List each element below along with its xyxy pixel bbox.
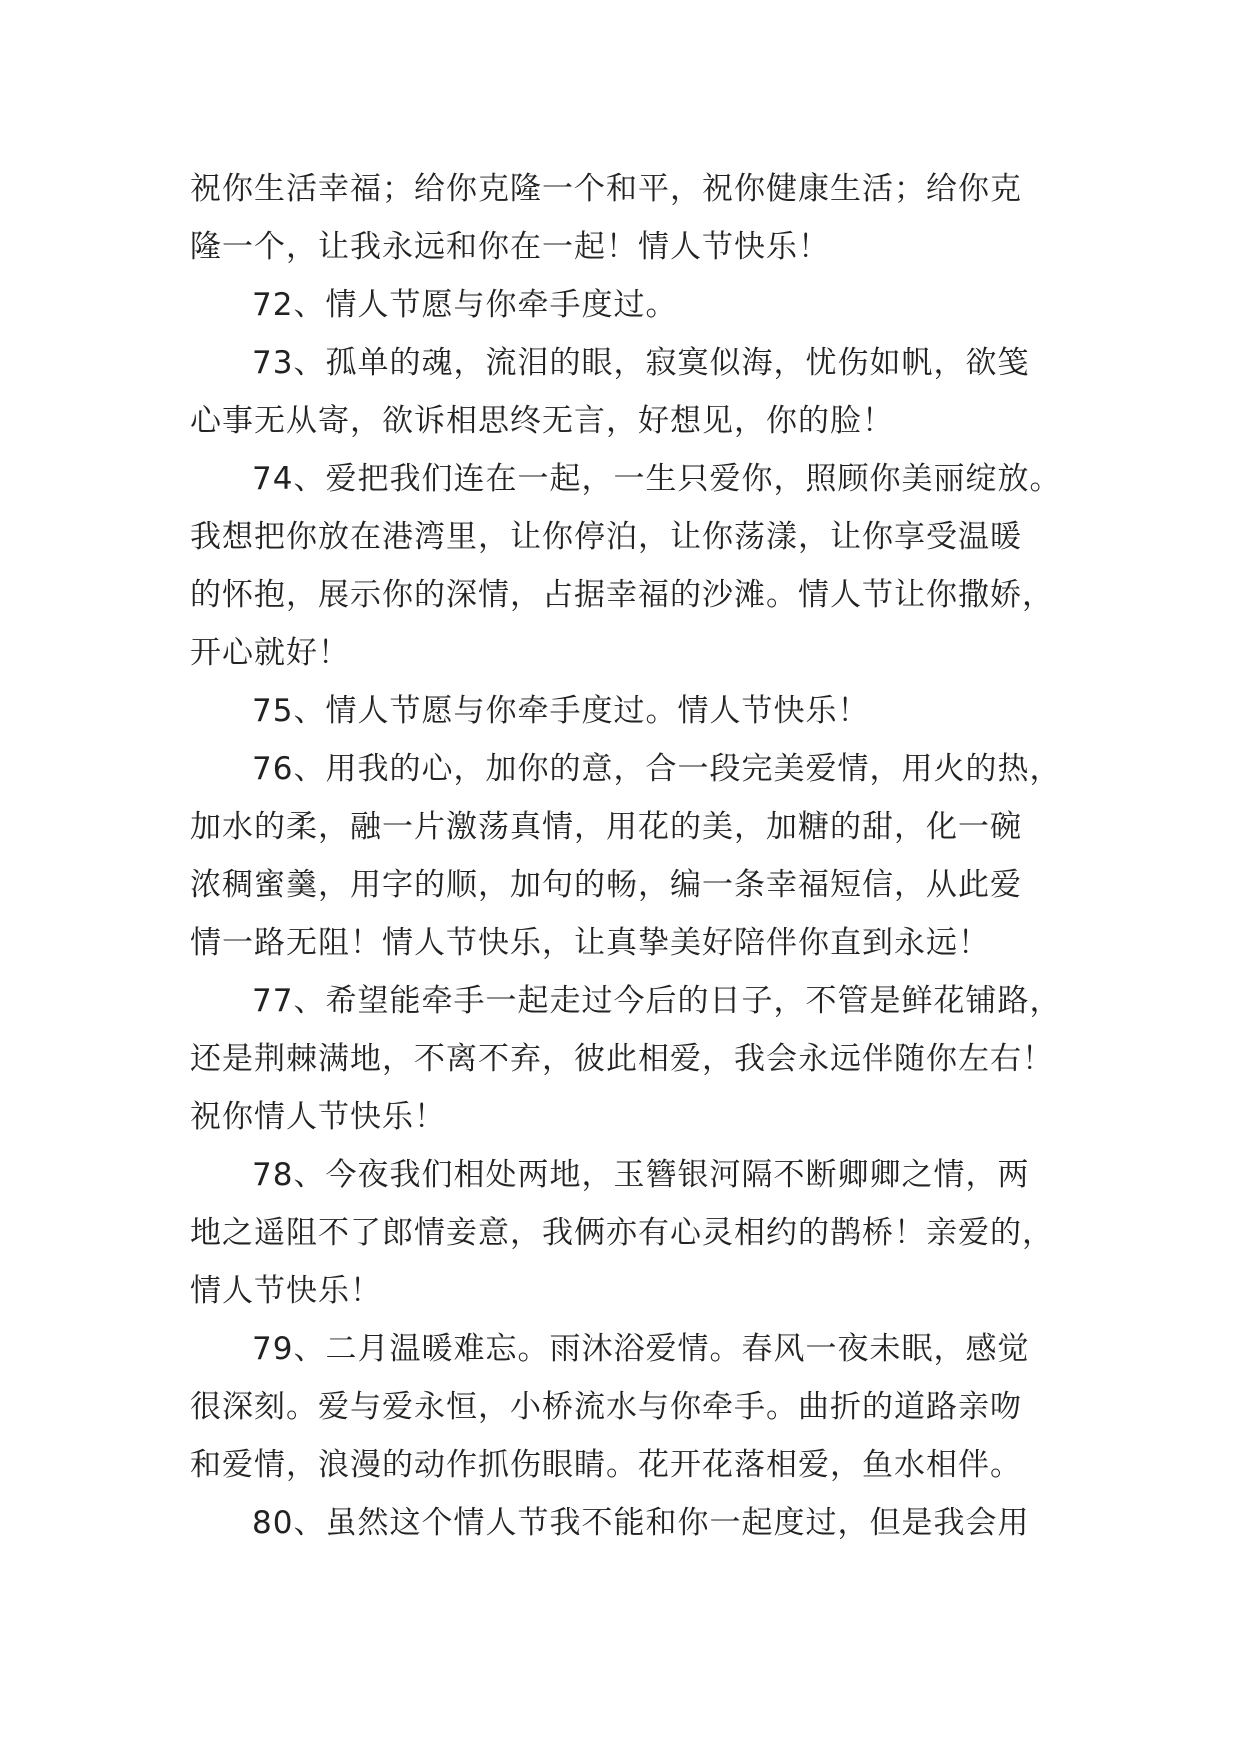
text-line: 72、情人节愿与你牵手度过。 [252, 287, 678, 323]
text-line: 还是荆棘满地，不离不弃，彼此相爱，我会永远伴随你左右！ [190, 1041, 1054, 1077]
text-line: 的怀抱，展示你的深情，占据幸福的沙滩。情人节让你撒娇， [190, 577, 1054, 613]
text-line: 73、孤单的魂，流泪的眼，寂寞似海，忧伤如帆，欲笺 [252, 345, 1030, 381]
text-line: 祝你生活幸福；给你克隆一个和平，祝你健康生活；给你克 [190, 171, 1022, 207]
text-line: 和爱情，浪漫的动作抓伤眼睛。花开花落相爱，鱼水相伴。 [190, 1447, 1022, 1483]
text-line: 很深刻。爱与爱永恒，小桥流水与你牵手。曲折的道路亲吻 [190, 1389, 1022, 1425]
text-line: 75、情人节愿与你牵手度过。情人节快乐！ [252, 693, 870, 729]
text-line: 74、爱把我们连在一起，一生只爱你，照顾你美丽绽放。 [252, 461, 1062, 497]
text-line: 加水的柔，融一片激荡真情，用花的美，加糖的甜，化一碗 [190, 809, 1022, 845]
text-line: 76、用我的心，加你的意，合一段完美爱情，用火的热， [252, 751, 1062, 787]
text-line: 浓稠蜜羹，用字的顺，加句的畅，编一条幸福短信，从此爱 [190, 867, 1022, 903]
text-line: 78、今夜我们相处两地，玉簪银河隔不断卿卿之情，两 [252, 1157, 1030, 1193]
text-line: 地之遥阻不了郎情妾意，我俩亦有心灵相约的鹊桥！亲爱的， [190, 1215, 1054, 1251]
text-line: 开心就好！ [190, 635, 350, 671]
text-line: 隆一个，让我永远和你在一起！情人节快乐！ [190, 229, 830, 265]
text-line: 祝你情人节快乐！ [190, 1099, 446, 1135]
text-line: 80、虽然这个情人节我不能和你一起度过，但是我会用 [252, 1505, 1030, 1541]
document-body [190, 160, 1070, 1552]
text-line: 情人节快乐！ [190, 1273, 382, 1309]
text-line: 79、二月温暖难忘。雨沐浴爱情。春风一夜未眠，感觉 [252, 1331, 1030, 1367]
text-line: 我想把你放在港湾里，让你停泊，让你荡漾，让你享受温暖 [190, 519, 1022, 555]
text-line: 心事无从寄，欲诉相思终无言，好想见，你的脸！ [190, 403, 894, 439]
text-line: 情一路无阻！情人节快乐，让真挚美好陪伴你直到永远！ [190, 925, 990, 961]
text-line: 77、希望能牵手一起走过今后的日子，不管是鲜花铺路， [252, 983, 1062, 1019]
